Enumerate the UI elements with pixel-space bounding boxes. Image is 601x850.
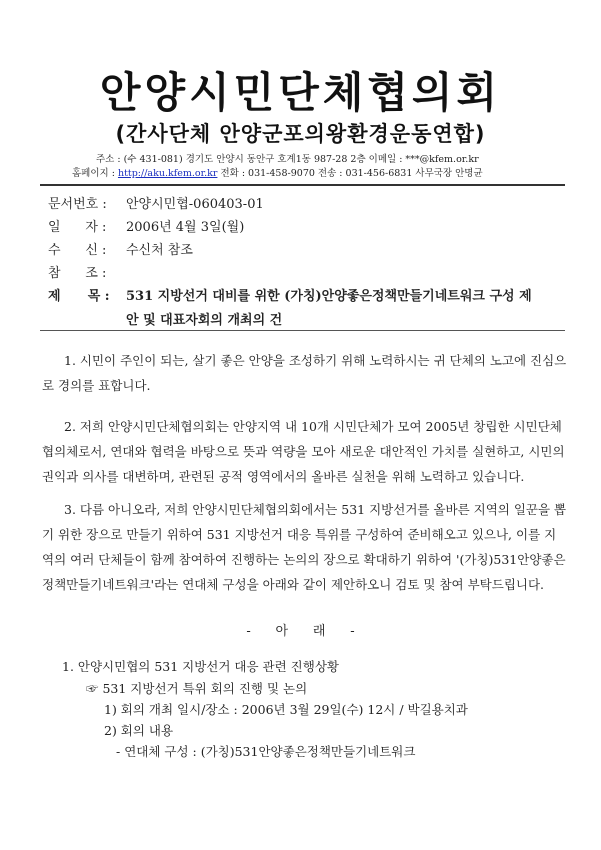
recipient: 수신처 참조	[126, 243, 193, 258]
paragraph-1: 1. 시민이 주인이 되는, 살기 좋은 안양을 조성하기 위해 노력하시는 귀 단체의 노고에 진심으로 경의를 표합니다.	[42, 353, 567, 393]
homepage-link[interactable]: http://aku.kfem.or.kr	[117, 168, 218, 179]
doc-date: 2006년 4월 3일(월)	[126, 220, 245, 235]
subject-label: 제 목 :	[48, 289, 110, 304]
contact-address: 주소 : (수 431-081) 경기도 안양시 동안구 호계1동 987-28 2층 이메일 : ***@kfem.or.kr	[96, 154, 479, 165]
recipient-label: 수 신 :	[48, 243, 107, 258]
org-subtitle: (간사단체 안양군포의왕환경운동연합)	[115, 122, 486, 146]
org-title: 안양시민단체협의회	[99, 68, 502, 117]
doc-number-label: 문서번호 :	[48, 197, 107, 212]
header-divider	[40, 184, 565, 186]
item-1: 1. 안양시민협의 531 지방선거 대응 관련 진행상황	[62, 659, 339, 674]
contact-homepage-line	[72, 165, 483, 179]
date-label: 일 자 :	[48, 220, 107, 235]
item-1-sub: ☞ 531 지방선거 특위 회의 진행 및 논의	[86, 681, 308, 696]
item-1-b-dash: - 연대체 구성 : (가칭)531안양좋은정책만들기네트워크	[116, 744, 416, 759]
subject-line-2: 안 및 대표자회의 개최의 건	[126, 313, 283, 328]
doc-number: 안양시민협-060403-01	[126, 197, 264, 212]
paragraph-3: 3. 다름 아니오라, 저희 안양시민단체협의회에서는 531 지방선거를 올바른 지역의 일꾼을 뽑기 위한 장으로 만들기 위하여 531 지방선거 대응 특위를 구성하여 준비해오고 있으나, 이를 지역의 여러 단체들이 함께 참여하여 진행하는 논의의 장으로 확대하기 위하여 '(가칭)531안양좋은정책만들기네트워크'라는 연대체 구성을 아래와 같이 제안하오니 검토 및 참여 부탁드립니다.	[42, 502, 567, 592]
item-1-a: 1) 회의 개최 일시/장소 : 2006년 3월 29일(수) 12시 / 박길용치과	[104, 702, 468, 717]
homepage-label: 홈페이지 :	[72, 168, 115, 179]
meta-divider	[40, 330, 565, 331]
reference-label: 참 조 :	[48, 266, 107, 281]
below-heading: - 아 래 -	[246, 624, 355, 639]
contact-phone-fax: 전화 : 031-458-9070 전송 : 031-456-6831 사무국장 안명균	[220, 168, 483, 179]
subject-line-1: 531 지방선거 대비를 위한 (가칭)안양좋은정책만들기네트워크 구성 제	[126, 289, 532, 304]
paragraph-2: 2. 저희 안양시민단체협의회는 안양지역 내 10개 시민단체가 모여 2005년 창립한 시민단체협의체로서, 연대와 협력을 바탕으로 뜻과 역량을 모아 새로운 대안적인 가치를 실현하고, 시민의 권익과 의사를 대변하며, 관련된 공적 영역에서의 올바른 실천을 위해 노력하고 있습니다.	[42, 419, 565, 484]
item-1-b: 2) 회의 내용	[104, 723, 174, 738]
